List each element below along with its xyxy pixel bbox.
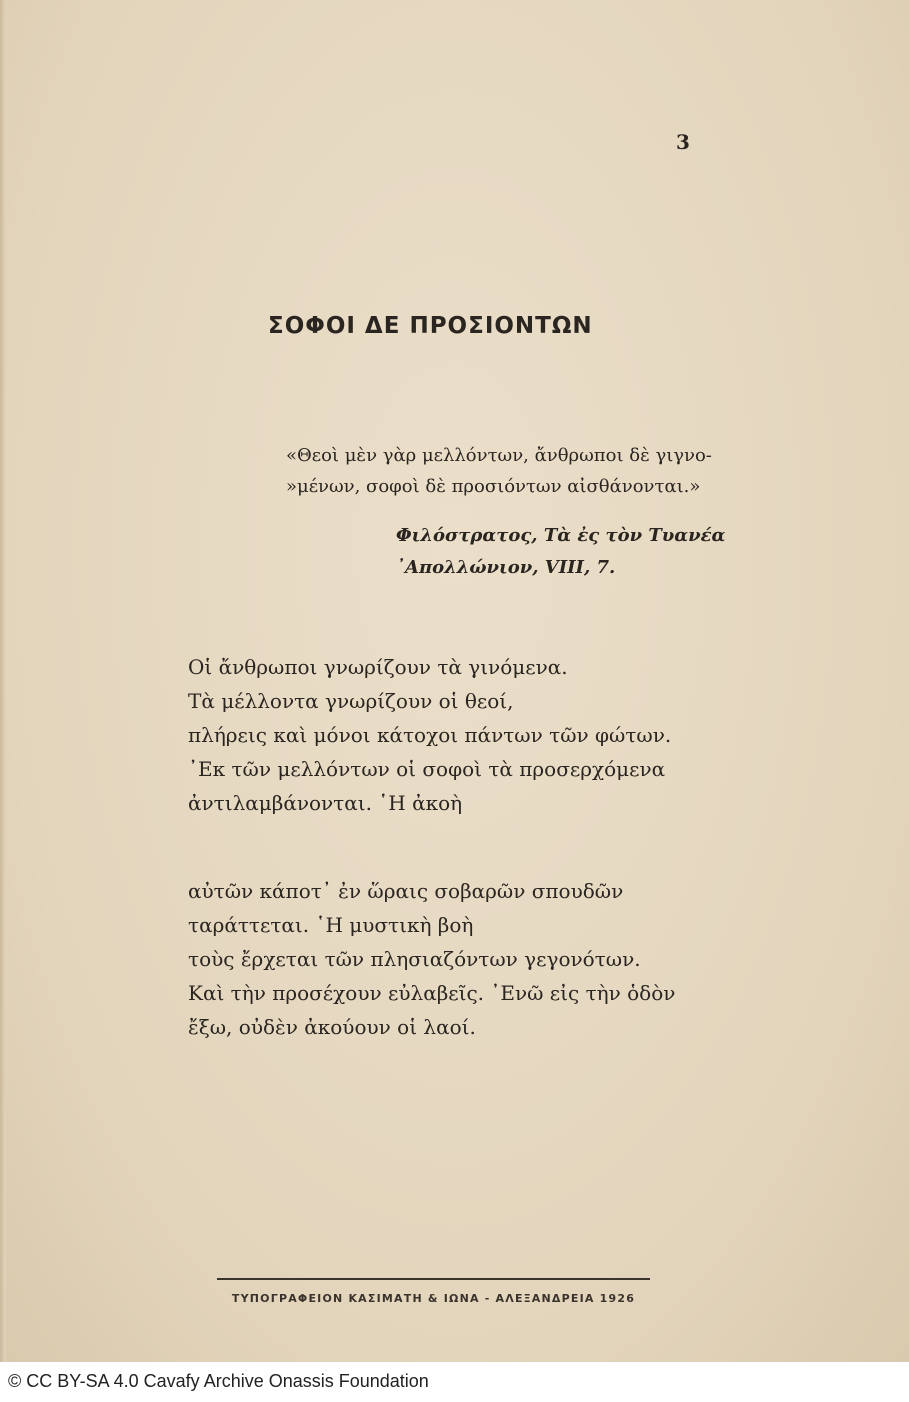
printer-imprint: ΤΥΠΟΓΡΑΦΕΙΟΝ ΚΑΣΙΜΑΤΗ & ΙΩΝΑ - ΑΛΕΞΑΝΔΡΕΙΑ 1926 [231,1292,636,1305]
footer-rule [217,1278,650,1280]
stanza-1 [188,650,671,820]
verse-line: Τὰ μέλλοντα γνωρίζουν οἱ θεοί, [188,689,514,713]
page-edge [0,0,6,1362]
attribution-line: ᾿Απολλώνιον, VIII, 7. [396,557,616,578]
attribution-line: Φιλόστρατος, Τὰ ἐς τὸν Τυανέα [396,525,726,546]
verse-line: ταράττεται. ῾Η μυστικὴ βοὴ [188,913,474,937]
verse-line: ἔξω, οὐδὲν ἀκούουν οἱ λαοί. [188,1015,476,1039]
verse-line: ἀντιλαμβάνονται. ῾Η ἀκοὴ [188,791,463,815]
page-number: 3 [676,130,690,154]
verse-line: Καὶ τὴν προσέχουν εὐλαβεῖς. ᾿Ενῶ εἰς τὴν ὁδὸν [188,981,676,1005]
stanza-2 [188,874,675,1044]
license-credit: © CC BY-SA 4.0 Cavafy Archive Onassis Foundation [8,1371,429,1391]
epigraph-line: «Θεοὶ μὲν γὰρ μελλόντων, ἄνθρωποι δὲ γιγνο- [286,445,712,466]
epigraph-attribution [396,520,725,584]
verse-line: πλήρεις καὶ μόνοι κάτοχοι πάντων τῶν φώτων. [188,723,672,747]
verse-line: τοὺς ἔρχεται τῶν πλησιαζόντων γεγονότων. [188,947,641,971]
epigraph [286,440,738,502]
verse-line: Οἱ ἄνθρωποι γνωρίζουν τὰ γινόμενα. [188,655,568,679]
poem-title: ΣΟΦΟΙ ΔΕ ΠΡΟΣΙΟΝΤΩΝ [268,313,593,339]
verse-line: αὐτῶν κάποτ᾿ ἐν ὥραις σοβαρῶν σπουδῶν [188,879,624,903]
epigraph-line: »μένων, σοφοὶ δὲ προσιόντων αἰσθάνονται.» [286,476,701,497]
verse-line: ᾿Εκ τῶν μελλόντων οἱ σοφοὶ τὰ προσερχόμενα [188,757,666,781]
